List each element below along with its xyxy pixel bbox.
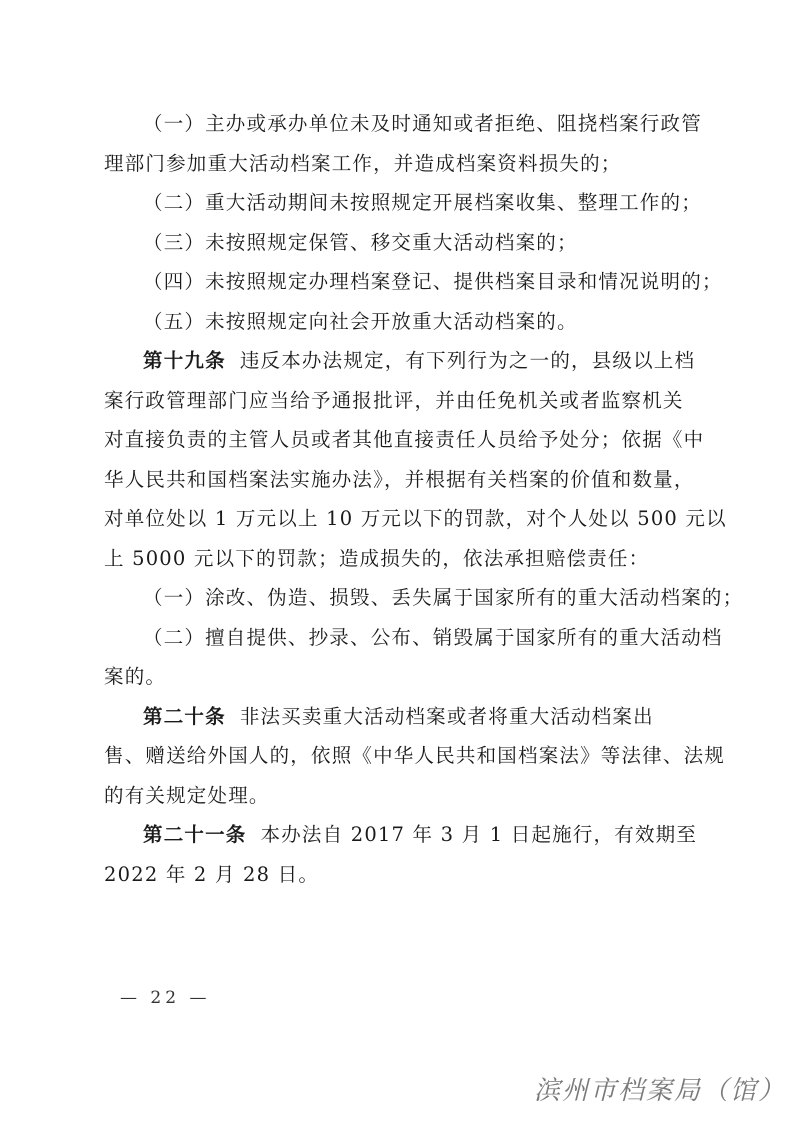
article-19-line-6: 上 5000 元以下的罚款；造成损失的，依法承担赔偿责任： [104,546,650,570]
article-19-first-text: 违反本办法规定，有下列行为之一的，县级以上档 [239,349,696,372]
clause-item-4: （四）未按照规定办理档案登记、提供档案目录和情况说明的； [143,270,723,293]
article-19-item-2: （二）擅自提供、抄录、公布、销毁属于国家所有的重大活动档 [143,625,723,649]
article-19-line-2: 案行政管理部门应当给予通报批评，并由任免机关或者监察机关 [104,388,684,412]
article-19-item-2-continuation: 案的。 [104,665,167,688]
clause-item-1-line-1: （一）主办或承办单位未及时通知或者拒绝、阻挠档案行政管 [143,112,702,135]
article-20-first-line [104,697,704,737]
article-19-line-4: 华人民共和国档案法实施办法》，并根据有关档案的价值和数量， [104,467,695,491]
clause-item-1-line-2: 理部门参加重大活动档案工作，并造成档案资料损失的； [104,151,622,175]
document-page [104,104,744,894]
clause-item-3: （三）未按照规定保管、移交重大活动档案的； [143,230,578,254]
article-19-first-line [104,341,704,381]
article-20-line-2: 售、赠送给外国人的，依照《中华人民共和国档案法》等法律、法规 [104,744,726,767]
page-number: — 22 — [120,988,211,1008]
clause-item-5: （五）未按照规定向社会开放重大活动档案的。 [143,309,578,333]
watermark-text: 滨州市档案局（馆） [533,1076,786,1106]
article-19-heading: 第十九条 [143,349,226,372]
clause-item-2: （二）重大活动期间未按照规定开展档案收集、整理工作的； [143,191,702,214]
article-20-line-3: 的有关规定处理。 [104,783,270,807]
article-21-heading: 第二十一条 [143,823,247,846]
article-19-item-1: （一）涂改、伪造、损毁、丢失属于国家所有的重大活动档案的； [143,586,744,609]
article-19-line-3: 对直接负责的主管人员或者其他直接责任人员给予处分；依据《中 [104,428,705,451]
article-21-first-line [104,815,704,855]
article-20-first-text: 非法买卖重大活动档案或者将重大活动档案出 [239,704,654,728]
article-21-line-2: 2022 年 2 月 28 日。 [104,862,320,886]
article-21-first-text: 本办法自 2017 年 3 月 1 日起施行，有效期至 [260,823,698,846]
article-20-heading: 第二十条 [143,704,226,728]
article-19-line-5: 对单位处以 1 万元以上 10 万元以下的罚款，对个人处以 500 元以 [104,507,727,530]
